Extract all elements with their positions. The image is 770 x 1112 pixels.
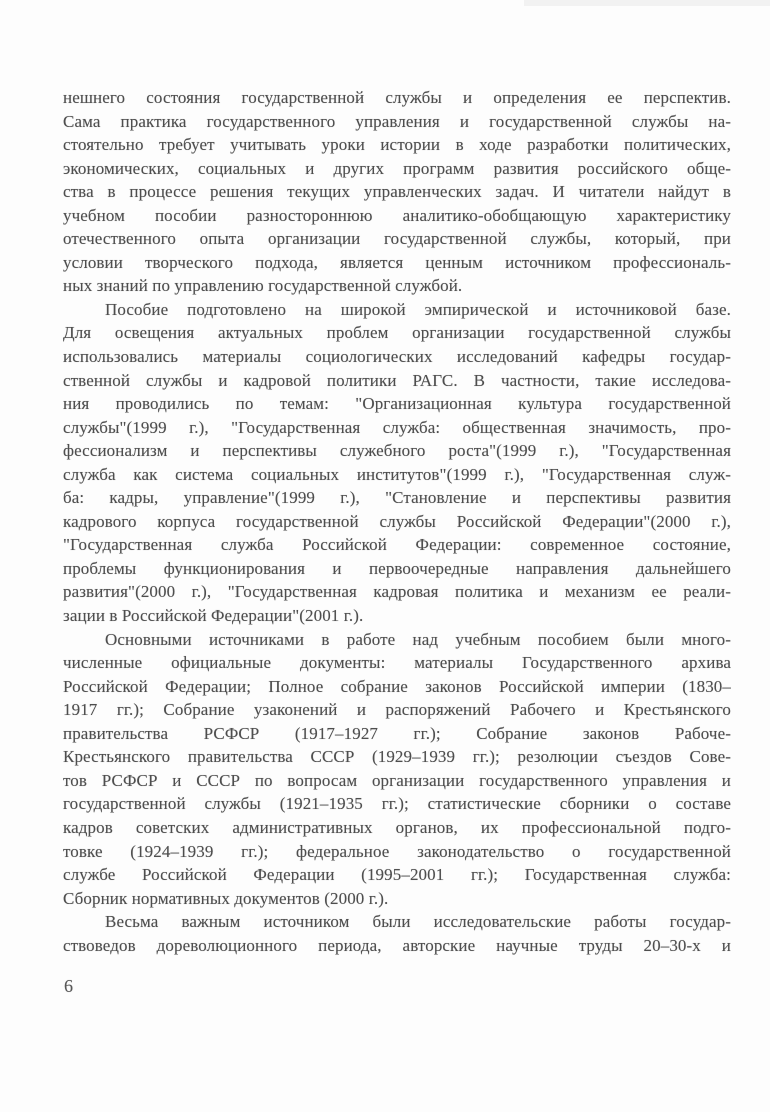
text-line: "Государственная служба Российской Федерации: современное состояние, [63, 535, 731, 555]
text-line: 1917 гг.); Собрание узаконений и распоряжений Рабочего и Крестьянского [63, 700, 731, 720]
text-line: ба: кадры, управление"(1999 г.), "Становление и перспективы развития [63, 488, 731, 508]
text-line: ния проводились по темам: "Организационная культура государственной [63, 394, 731, 414]
text-line: служба как система социальных институтов"(1999 г.), "Государственная служ- [63, 464, 731, 484]
text-line: нешнего состояния государственной службы и определения ее перспектив. [63, 88, 731, 107]
text-line: Основными источниками в работе над учебным пособием были много- [105, 629, 731, 649]
text-line: ствоведов дореволюционного периода, авторские научные труды 20–30-х и [63, 935, 731, 955]
text-line: экономических, социальных и других программ развития российского обще- [63, 158, 731, 178]
text-line: Сама практика государственного управления и государственной службы на- [63, 111, 731, 131]
text-line: зации в Российской Федерации"(2001 г.). [63, 606, 364, 626]
paragraph [63, 298, 731, 628]
body-text [63, 86, 731, 957]
scan-edge-artifact [524, 0, 770, 6]
paragraph [63, 628, 731, 911]
text-line: Пособие подготовлено на широкой эмпирической и источниковой базе. [105, 299, 731, 319]
text-line: Российской Федерации; Полное собрание законов Российской империи (1830– [63, 676, 731, 696]
text-line: отечественного опыта организации государственной службы, который, при [63, 229, 731, 249]
paragraph [63, 910, 731, 957]
text-line: Весьма важным источником были исследовательские работы государ- [105, 912, 731, 932]
text-line: фессионализм и перспективы служебного роста"(1999 г.), "Государственная [63, 441, 731, 461]
text-line: ных знаний по управлению государственной службой. [63, 276, 463, 296]
text-line: Для освещения актуальных проблем организации государственной службы [63, 323, 731, 343]
text-line: службе Российской Федерации (1995–2001 гг.); Государственная служба: [63, 865, 731, 885]
text-line: численные официальные документы: материалы Государственного архива [63, 653, 731, 673]
text-line: кадрового корпуса государственной службы Российской Федерации"(2000 г.), [63, 511, 731, 531]
text-line: правительства РСФСР (1917–1927 гг.); Собрание законов Рабоче- [63, 723, 731, 743]
text-line: государственной службы (1921–1935 гг.); статистические сборники о составе [63, 794, 731, 814]
text-line: проблемы функционирования и первоочередные направления дальнейшего [63, 558, 731, 578]
text-line: стоятельно требует учитывать уроки истории в ходе разработки политических, [63, 135, 731, 155]
text-line: ственной службы и кадровой политики РАГС. В частности, такие исследова- [63, 370, 731, 390]
text-line: развития"(2000 г.), "Государственная кадровая политика и механизм ее реали- [63, 582, 731, 602]
paragraph [63, 86, 731, 298]
text-line: Крестьянского правительства СССР (1929–1939 гг.); резолюции съездов Сове- [63, 747, 731, 767]
text-line: ства в процессе решения текущих управленческих задач. И читатели найдут в [63, 182, 731, 202]
text-line: учебном пособии разностороннюю аналитико-обобщающую характеристику [63, 205, 731, 225]
text-line: службы"(1999 г.), "Государственная служба: общественная значимость, про- [63, 417, 731, 437]
text-line: кадров советских административных органов, их профессиональной подго- [63, 817, 731, 837]
text-line: тов РСФСР и СССР по вопросам организации государственного управления и [63, 770, 731, 790]
text-line: Сборник нормативных документов (2000 г.). [63, 888, 389, 908]
text-line: использовались материалы социологических исследований кафедры государ- [63, 347, 731, 367]
page-number: 6 [64, 976, 73, 996]
text-line: товке (1924–1939 гг.); федеральное законодательство о государственной [63, 841, 731, 861]
text-line: условии творческого подхода, является ценным источником профессиональ- [63, 252, 731, 272]
